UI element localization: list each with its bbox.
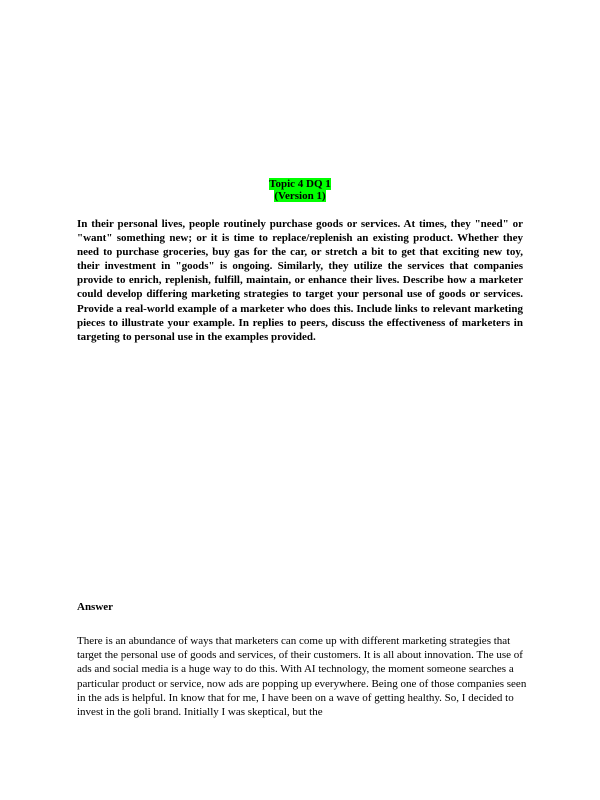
discussion-prompt: In their personal lives, people routinely purchase goods or services. At times, they "need" or "want" something new; or it is time to replace/replenish an existing product. Whether they need to purchase groceries, buy gas for the car, or stretch a bit to get that exciting new toy, their investment in "goods" is ongoing. Similarly, they utilize the services that companies provide to enrich, replenish, fulfill, maintain, or enhance their lives. Describe how a marketer could develop differing marketing strategies to target your personal use of goods or services. Provide a real-world example of a marketer who does this. Include links to relevant marketing pieces to illustrate your example. In replies to peers, discuss the effectiveness of marketers in targeting to personal use in the examples provided. (77, 218, 523, 343)
answer-heading: Answer (77, 601, 114, 613)
page-title: Topic 4 DQ 1 (269, 178, 331, 190)
version-label: (Version 1) (274, 190, 326, 202)
answer-text: There is an abundance of ways that marketers can come up with different marketing strategies that target the personal use of goods and services, of their customers. It is all about innovation. The use of ads and social media is a huge way to do this. With AI technology, the moment someone searches a particular product or service, now ads are popping up everywhere. Being one of those companies seen in the ads is helpful. In know that for me, I have been on a wave of getting healthy. So, I decided to invest in the goli brand. Initially I was skeptical, but the (77, 635, 527, 719)
title-block (0, 178, 600, 202)
